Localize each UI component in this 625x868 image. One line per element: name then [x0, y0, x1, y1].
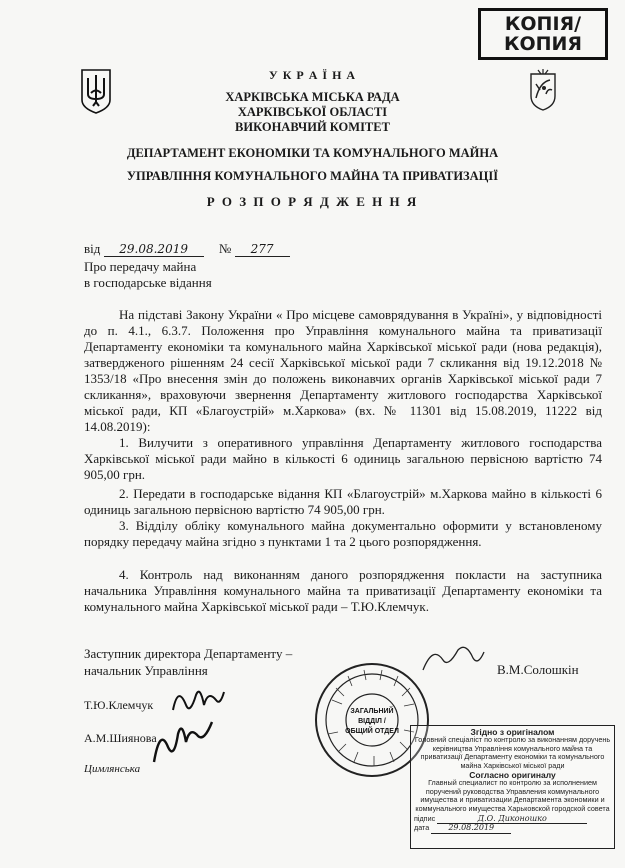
subject	[84, 259, 212, 291]
item-4-paragraph: 4. Контроль над виконанням даного розпорядження покласти на заступника начальника Управління комунального майна та приватизації Департаменту економіки та комунального майна Харківської міської ради – Т.Ю.Клемчук.	[84, 567, 602, 614]
signer-position-line1: Заступник директора Департаменту –	[84, 646, 293, 661]
region-heading: ХАРКІВСЬКОЇ ОБЛАСТІ	[237, 105, 388, 119]
verify-signature-value: Д.О. Диконошко	[437, 815, 587, 824]
copy-stamp-line1: КОПІЯ/	[504, 13, 582, 35]
approver-2-signature-icon	[148, 712, 218, 767]
approver-3-name: Цимлянська	[84, 763, 141, 775]
department-heading: ДЕПАРТАМЕНТ ЕКОНОМІКИ ТА КОМУНАЛЬНОГО МАЙНА	[126, 146, 499, 160]
item-1-paragraph: 1. Вилучити з оперативного управління Департаменту житлового господарства Харківської міської ради майно в кількості 6 одиниць загальною первісною вартістю 74 905,00 грн.	[84, 435, 602, 482]
verification-stamp	[410, 725, 615, 849]
document-type-heading: Р О З П О Р Я Д Ж Е Н Н Я	[206, 194, 419, 209]
country-heading: У К Р А Ї Н А	[268, 68, 357, 82]
verify-date-label: дата	[414, 823, 430, 833]
document-number: 277	[235, 242, 290, 257]
verify-date-row	[414, 824, 611, 833]
copy-stamp-line2: КОПИЯ	[503, 33, 583, 55]
directorate-heading: УПРАВЛІННЯ КОМУНАЛЬНОГО МАЙНА ТА ПРИВАТИЗАЦІЇ	[126, 169, 499, 183]
from-label: від	[84, 241, 101, 256]
verify-title-ua: Згідно з оригіналом	[470, 727, 555, 737]
copy-stamp	[478, 8, 608, 60]
verify-text-ua: Головний спеціаліст по контролю за виконанням доручень керівництва Управління комунального майна та приватизації Департаменту економіки та комунального майна Харківської міської ради	[414, 735, 611, 770]
approver-2-name: А.М.Шиянова	[84, 731, 157, 745]
stamp-center-line3: ОБЩИЙ ОТДЕЛ	[345, 728, 399, 735]
signer-name: В.М.Солошкін	[497, 662, 579, 677]
signer-position	[84, 645, 292, 679]
number-label: №	[218, 241, 232, 256]
verify-title-ru: Согласно оригиналу	[469, 770, 556, 781]
verify-date-value: 29.08.2019	[431, 824, 511, 833]
signer-position-line2: начальник Управління	[84, 663, 208, 678]
verify-text-ru: Главный специалист по контролю за исполнением поручений руководства Управления коммунального имущества и приватизации Департамента экономики и коммунального имущества Харьковской городской совета	[415, 778, 610, 813]
date-row	[84, 241, 290, 257]
stamp-center-line1: ЗАГАЛЬНИЙ	[350, 708, 394, 715]
subject-line1: Про передачу майна	[84, 259, 197, 274]
approver-1-name: Т.Ю.Клемчук	[84, 698, 154, 712]
item-2-paragraph: 2. Передати в господарське відання КП «Благоустрій» м.Харкова майно в кількості 6 одиниць загальною первісною вартістю 74 905,00 грн.	[84, 486, 602, 517]
subject-line2: в господарське відання	[84, 275, 212, 290]
council-heading: ХАРКІВСЬКА МІСЬКА РАДА	[225, 90, 400, 104]
stamp-center-line2: ВІДДІЛ /	[358, 718, 386, 725]
document-date: 29.08.2019	[104, 242, 204, 257]
intro-paragraph: На підставі Закону України « Про місцеве самоврядування в Україні», у відповідності до п. 4.1., 6.3.7. Положення про Управління комунального майна та приватизації Департаменту економіки та комунального майна Харківської міської ради (нова редакція), затвердженого рішенням 24 сесії Харківської міської ради 7 скликання від 19.12.2018 № 1353/18 «Про внесення змін до положень виконавчих органів Харківської міської ради 7 скликання», враховуючи звернення Департаменту житлового господарства Харківської міської ради, КП «Благоустрій» м.Харкова» (вх. № 11301 від 15.08.2019, 11222 від 14.08.2019):	[84, 307, 602, 434]
committee-heading: ВИКОНАВЧИЙ КОМІТЕТ	[235, 120, 390, 134]
verify-signature-row	[414, 815, 611, 824]
verify-signature-label: підпис	[414, 814, 436, 824]
item-3-paragraph: 3. Відділу обліку комунального майна документально оформити у встановленому порядку передачу майна згідно з пунктами 1 та 2 цього розпорядження.	[84, 518, 602, 549]
